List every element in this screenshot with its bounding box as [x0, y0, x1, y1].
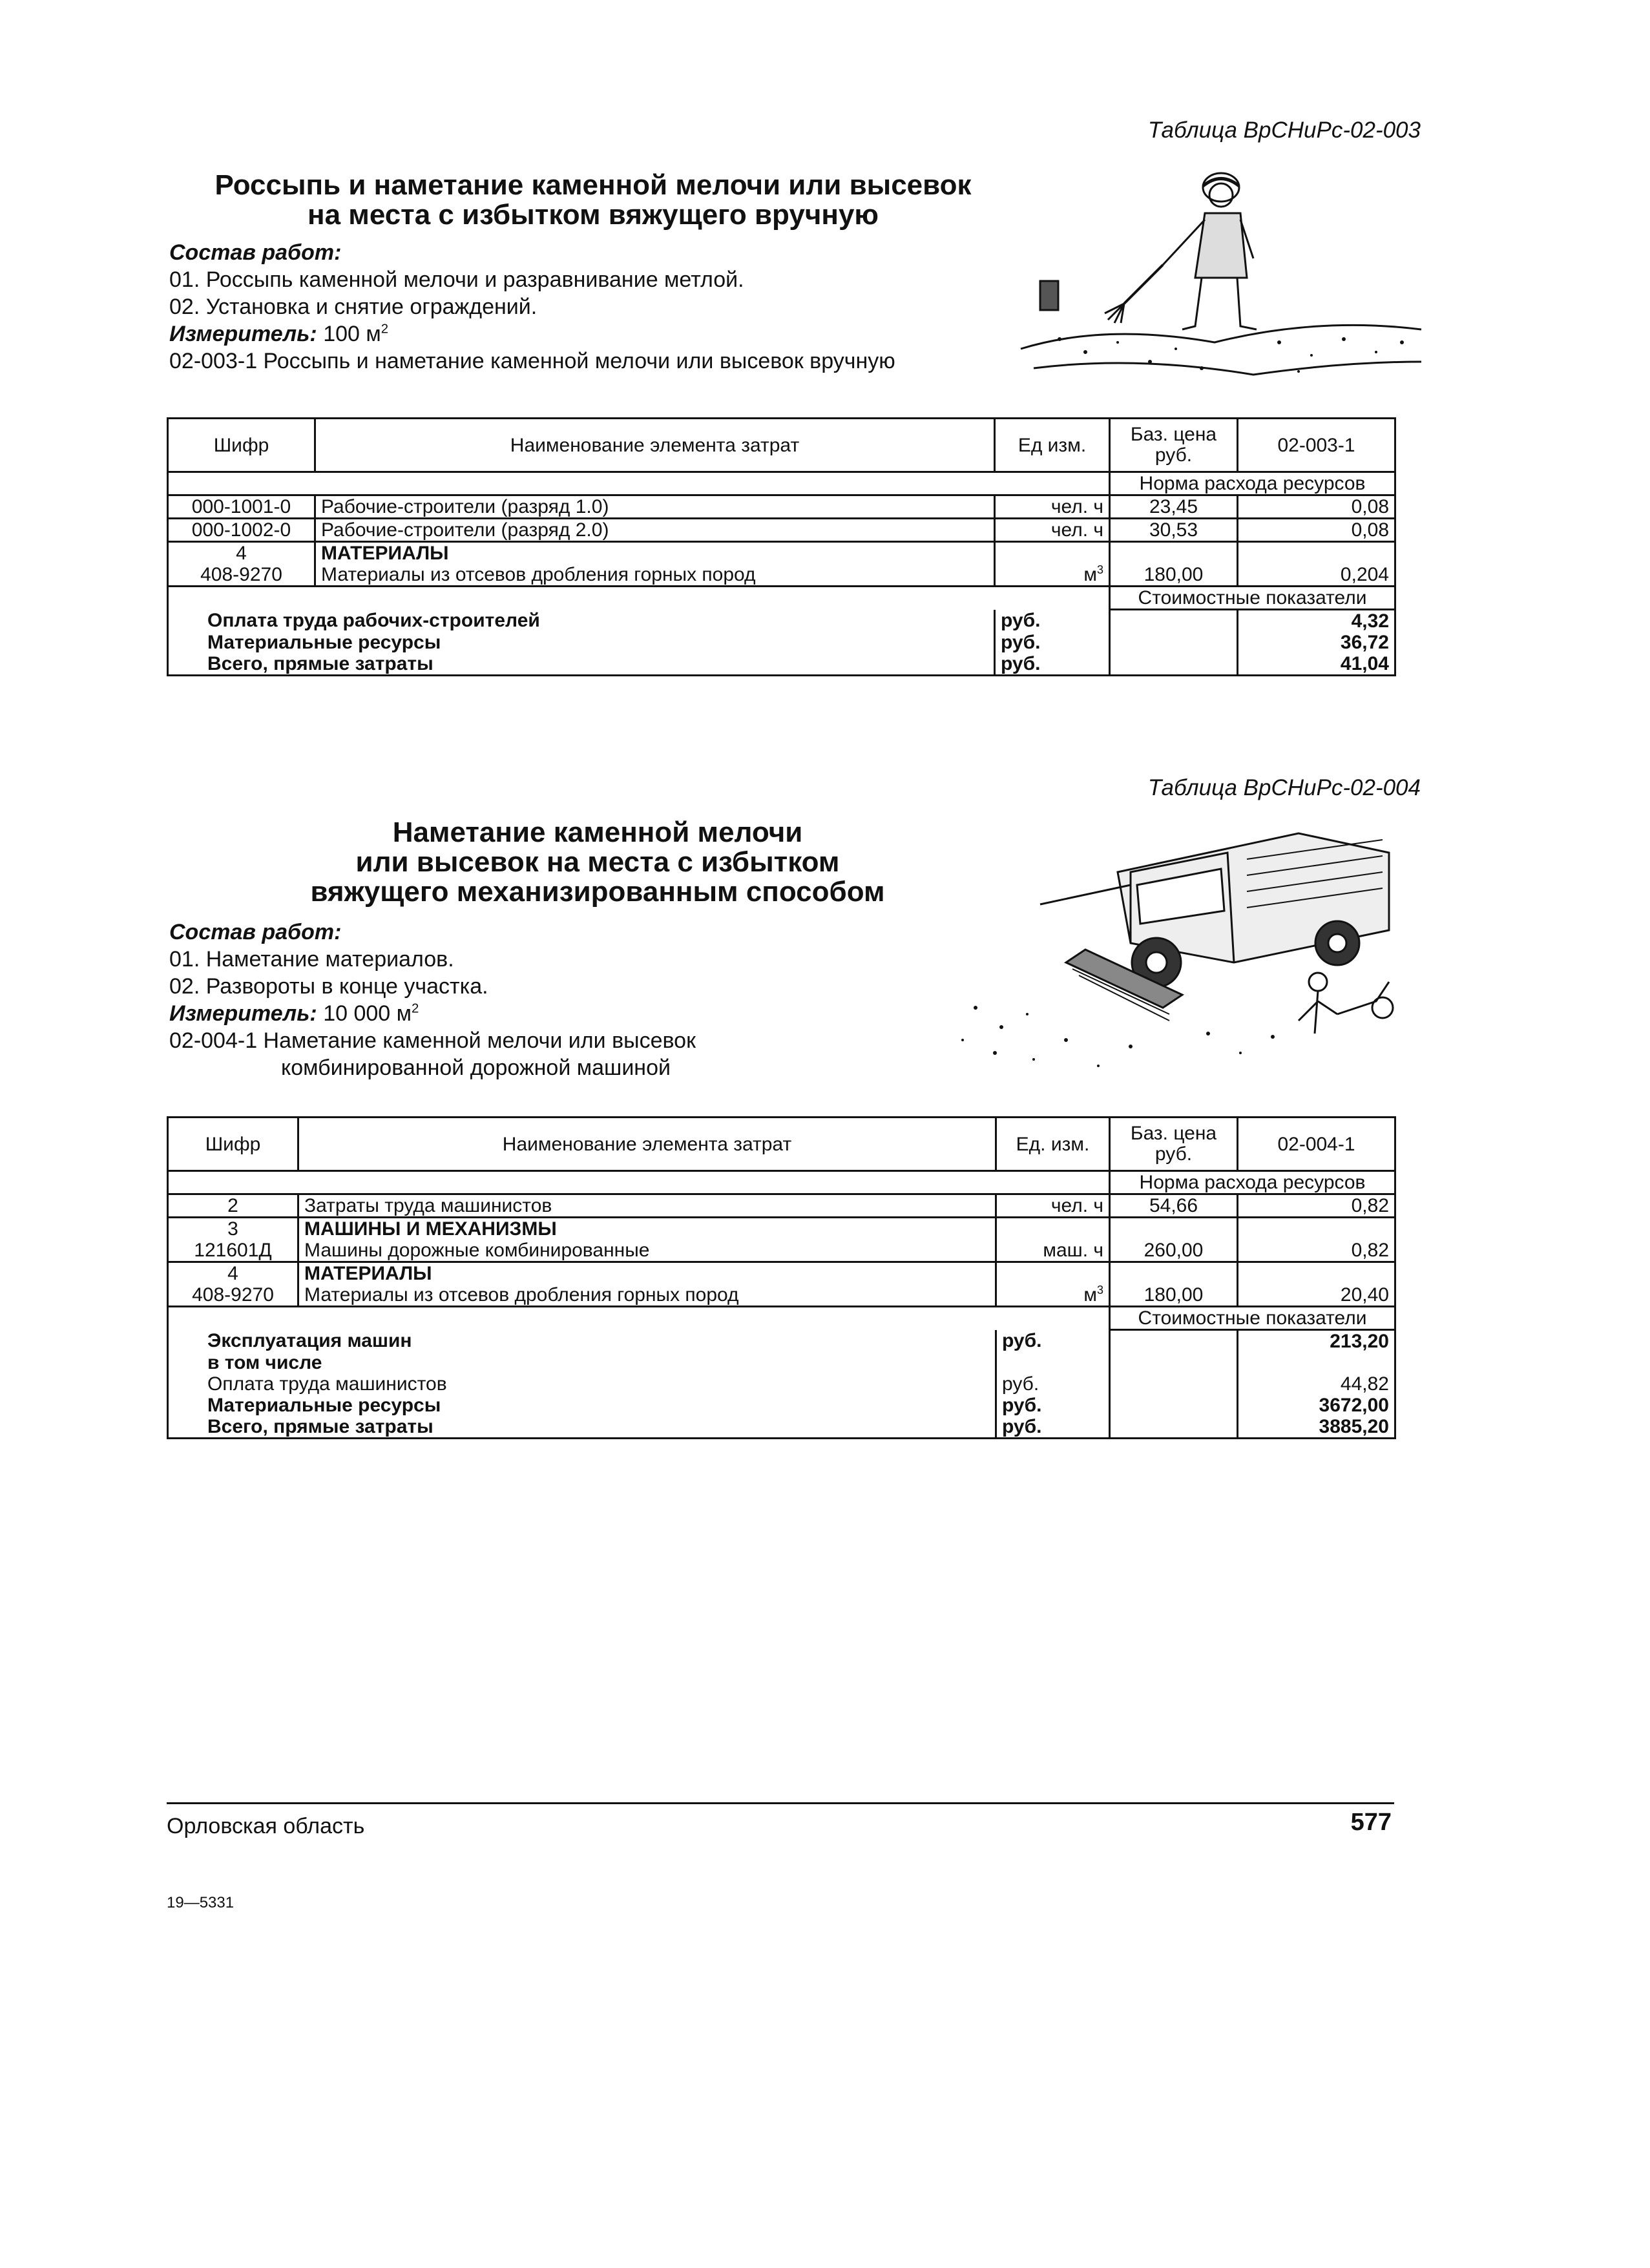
summary-row [168, 1330, 1395, 1353]
measure-label: Измеритель: [169, 1001, 317, 1026]
table-ref-02-004: Таблица ВрСНиРс-02-004 [1147, 775, 1421, 800]
summary-name: Оплата труда рабочих-строителей [168, 610, 995, 632]
group-row [168, 542, 1395, 565]
cost-header: Стоимостные показатели [1110, 1307, 1395, 1330]
header-price: Баз. цена руб. [1110, 1118, 1238, 1171]
row-code: 408-9270 [168, 564, 315, 587]
measure-line [169, 1000, 945, 1027]
group-name: МАШИНЫ И МЕХАНИЗМЫ [298, 1218, 996, 1240]
summary-name: Всего, прямые затраты [168, 1416, 996, 1439]
footer-region: Орловская область [167, 1814, 365, 1838]
summary-unit [996, 1352, 1110, 1373]
row-code: 000-1002-0 [168, 519, 315, 542]
measure-sup: 2 [381, 322, 389, 337]
summary-value: 213,20 [1238, 1330, 1395, 1353]
row-price: 180,00 [1110, 1284, 1238, 1307]
summary-unit: руб. [996, 1330, 1110, 1353]
section2-work-block [169, 919, 945, 1081]
summary-unit: руб. [996, 1395, 1110, 1416]
row-unit: маш. ч [996, 1240, 1110, 1262]
work-item: 01. Россыпь каменной мелочи и разравнивание метлой. [169, 267, 744, 292]
summary-value: 36,72 [1238, 632, 1395, 653]
norm-header: Норма расхода ресурсов [1110, 472, 1395, 495]
row-unit: $м^3$ [996, 1284, 1110, 1307]
code-line-cont: комбинированной дорожной машиной [281, 1056, 671, 1080]
summary-value: 44,82 [1238, 1373, 1395, 1395]
work-item: 02. Развороты в конце участка. [169, 974, 488, 999]
work-label: Состав работ: [169, 920, 342, 944]
row-unit: чел. ч [995, 519, 1110, 542]
measure-value: 10 000 м [323, 1001, 412, 1026]
summary-row [168, 1416, 1395, 1439]
print-code: 19—5331 [167, 1894, 235, 1911]
summary-value: 41,04 [1238, 653, 1395, 676]
summary-row [168, 653, 1395, 676]
header-unit: Ед изм. [995, 419, 1110, 472]
code-line: 02-003-1 Россыпь и наметание каменной мелочи или высевок вручную [169, 349, 895, 373]
header-price: Баз. цена руб. [1110, 419, 1238, 472]
group-row [168, 1262, 1395, 1285]
header-name: Наименование элемента затрат [298, 1118, 996, 1171]
table-header-row [168, 1118, 1395, 1171]
summary-value: 3885,20 [1238, 1416, 1395, 1439]
header-unit: Ед. изм. [996, 1118, 1110, 1171]
summary-row [168, 610, 1395, 632]
summary-value [1238, 1352, 1395, 1373]
row-name: Материалы из отсевов дробления горных пород [315, 564, 995, 587]
section1-work-block [169, 239, 1009, 375]
group-name: МАТЕРИАЛЫ [315, 542, 995, 565]
table-row [168, 564, 1395, 587]
row-norm: 0,204 [1238, 564, 1395, 587]
summary-name: Оплата труда машинистов [168, 1373, 996, 1395]
group-code: 4 [168, 542, 315, 565]
section1-title-line1: Россыпь и наметание каменной мелочи или высевок [214, 169, 972, 201]
work-item: 01. Наметание материалов. [169, 947, 454, 972]
header-norm: 02-003-1 [1238, 419, 1395, 472]
row-price: 30,53 [1110, 519, 1238, 542]
summary-unit: руб. [995, 653, 1110, 676]
header-code: Шифр [168, 1118, 298, 1171]
row-code: 2 [168, 1194, 298, 1218]
measure-value: 100 м [323, 322, 381, 346]
section2-title [258, 818, 937, 907]
row-name: Рабочие-строители (разряд 2.0) [315, 519, 995, 542]
header-code: Шифр [168, 419, 315, 472]
summary-name: Материальные ресурсы [168, 632, 995, 653]
header-norm: 02-004-1 [1238, 1118, 1395, 1171]
group-code: 3 [168, 1218, 298, 1240]
footer-rule [167, 1802, 1394, 1804]
section2-title-line1: Наметание каменной мелочи [392, 817, 803, 848]
measure-line [169, 320, 1009, 348]
section2-title-line3: вяжущего механизированным способом [310, 876, 885, 908]
code-line: 02-004-1 Наметание каменной мелочи или высевок [169, 1028, 696, 1053]
summary-row [168, 1373, 1395, 1395]
section2-title-line2: или высевок на места с избытком [355, 846, 840, 878]
row-unit: чел. ч [996, 1194, 1110, 1218]
row-code: 000-1001-0 [168, 495, 315, 519]
row-name: Материалы из отсевов дробления горных пород [298, 1284, 996, 1307]
summary-row [168, 1352, 1395, 1373]
group-code: 4 [168, 1262, 298, 1285]
summary-name: Материальные ресурсы [168, 1395, 996, 1416]
work-item: 02. Установка и снятие ограждений. [169, 295, 538, 319]
section1-title-line2: на места с избытком вяжущего вручную [308, 199, 879, 231]
row-unit: чел. ч [995, 495, 1110, 519]
cost-header: Стоимостные показатели [1110, 587, 1395, 610]
norm-header: Норма расхода ресурсов [1110, 1171, 1395, 1194]
summary-unit: руб. [995, 632, 1110, 653]
row-name: Машины дорожные комбинированные [298, 1240, 996, 1262]
group-name: МАТЕРИАЛЫ [298, 1262, 996, 1285]
row-price: 54,66 [1110, 1194, 1238, 1218]
summary-unit: руб. [996, 1373, 1110, 1395]
row-price: 260,00 [1110, 1240, 1238, 1262]
row-name: Рабочие-строители (разряд 1.0) [315, 495, 995, 519]
measure-sup: 2 [412, 1001, 419, 1016]
table-row [168, 495, 1395, 519]
row-code: 121601Д [168, 1240, 298, 1262]
summary-unit: руб. [995, 610, 1110, 632]
summary-unit: руб. [996, 1416, 1110, 1439]
row-norm: 0,82 [1238, 1240, 1395, 1262]
worker-sweeping-illustration [1008, 168, 1434, 388]
row-price: 180,00 [1110, 564, 1238, 587]
row-norm: 20,40 [1238, 1284, 1395, 1307]
table-02-004 [167, 1116, 1396, 1439]
table-row [168, 519, 1395, 542]
norm-header-row [168, 472, 1395, 495]
summary-name: Всего, прямые затраты [168, 653, 995, 676]
row-price: 23,45 [1110, 495, 1238, 519]
table-header-row [168, 419, 1395, 472]
table-02-003 [167, 417, 1396, 676]
header-name: Наименование элемента затрат [315, 419, 995, 472]
row-norm: 0,08 [1238, 495, 1395, 519]
row-unit: $м^3$ [995, 564, 1110, 587]
group-row [168, 1218, 1395, 1240]
summary-name: Эксплуатация машин [168, 1330, 996, 1353]
summary-value: 4,32 [1238, 610, 1395, 632]
summary-value: 3672,00 [1238, 1395, 1395, 1416]
cost-header-row [168, 1307, 1395, 1330]
road-machine-illustration [937, 814, 1428, 1105]
table-ref-02-003: Таблица ВрСНиРс-02-003 [1147, 118, 1421, 143]
row-norm: 0,82 [1238, 1194, 1395, 1218]
section1-title [167, 171, 1019, 230]
summary-row [168, 1395, 1395, 1416]
summary-row [168, 632, 1395, 653]
table-row [168, 1240, 1395, 1262]
page-number: 577 [1350, 1809, 1392, 1836]
table-row [168, 1194, 1395, 1218]
measure-label: Измеритель: [169, 322, 317, 346]
row-name: Затраты труда машинистов [298, 1194, 996, 1218]
work-label: Состав работ: [169, 240, 342, 265]
row-code: 408-9270 [168, 1284, 298, 1307]
table-row [168, 1284, 1395, 1307]
summary-name: в том числе [168, 1352, 996, 1373]
norm-header-row [168, 1171, 1395, 1194]
cost-header-row [168, 587, 1395, 610]
row-norm: 0,08 [1238, 519, 1395, 542]
